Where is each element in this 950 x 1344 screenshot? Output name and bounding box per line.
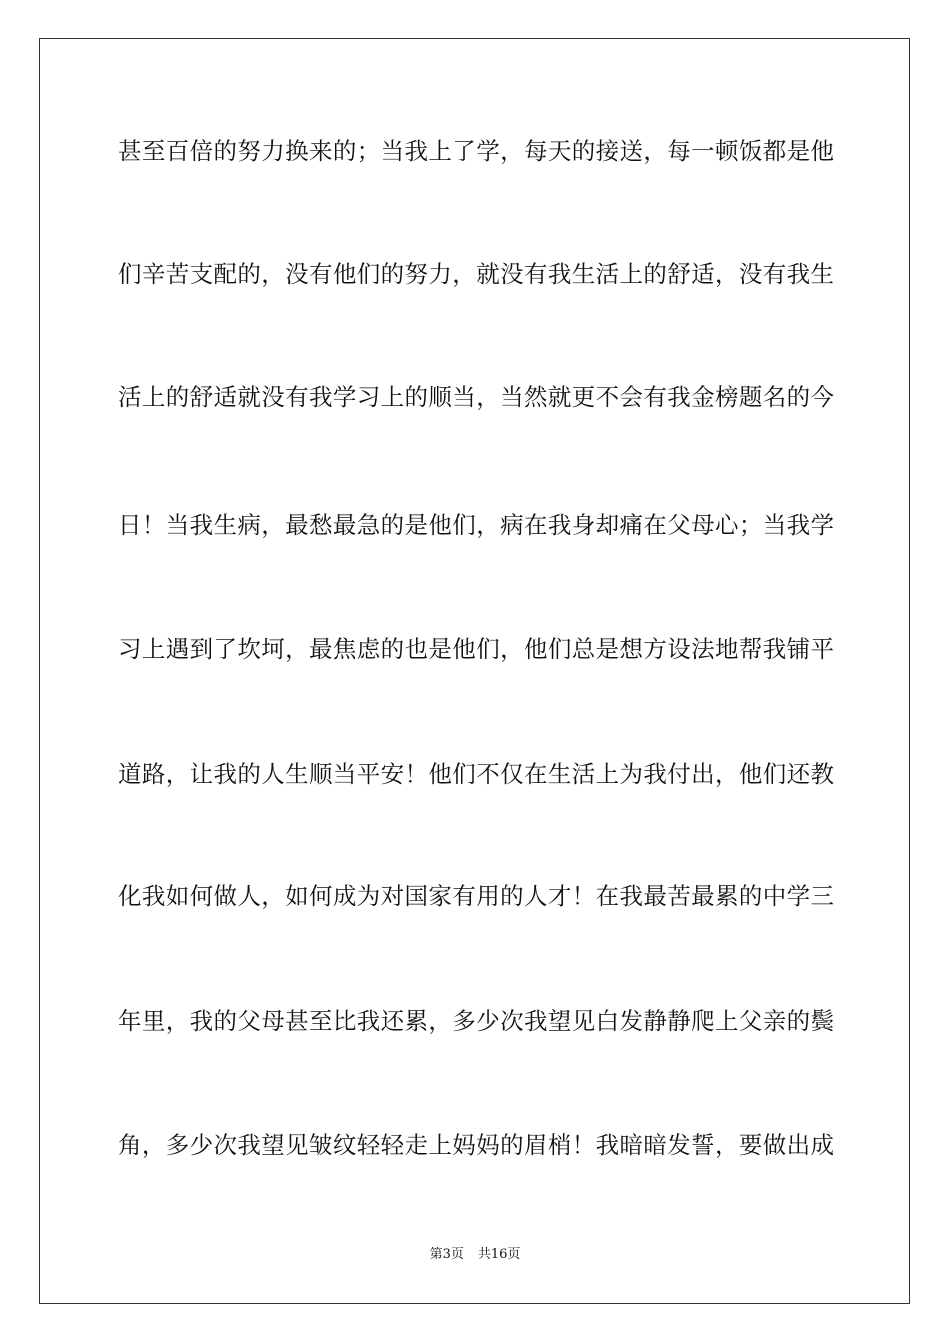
text-line: 年里，我的父母甚至比我还累，多少次我望见白发静静爬上父亲的鬓: [118, 1007, 834, 1035]
text-line: 道路，让我的人生顺当平安！他们不仅在生活上为我付出，他们还教: [118, 760, 834, 788]
page-footer: [0, 1246, 950, 1264]
page-number: 第3页: [429, 1247, 464, 1262]
text-line: 习上遇到了坎坷，最焦虑的也是他们，他们总是想方设法地帮我铺平: [118, 635, 834, 663]
text-line: 甚至百倍的努力换来的；当我上了学，每天的接送，每一顿饭都是他: [118, 137, 834, 165]
text-line: 化我如何做人，如何成为对国家有用的人才！在我最苦最累的中学三: [118, 882, 834, 910]
text-line: 活上的舒适就没有我学习上的顺当，当然就更不会有我金榜题名的今: [118, 383, 834, 411]
page-border: [39, 38, 910, 1304]
text-line: 角，多少次我望见皱纹轻轻走上妈妈的眉梢！我暗暗发誓，要做出成: [118, 1131, 834, 1159]
text-line: 日！当我生病，最愁最急的是他们，病在我身却痛在父母心；当我学: [118, 511, 834, 539]
page-total: 共16页: [477, 1247, 521, 1262]
text-line: 们辛苦支配的，没有他们的努力，就没有我生活上的舒适，没有我生: [118, 260, 834, 288]
